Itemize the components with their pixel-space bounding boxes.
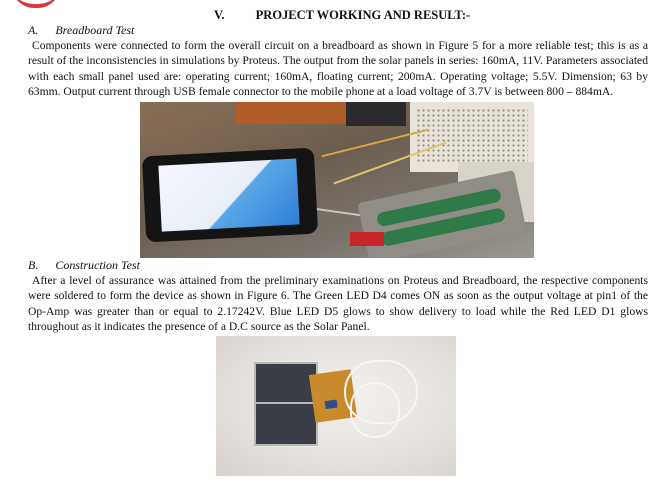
section-number: V. <box>214 8 225 22</box>
device-figure <box>216 336 456 476</box>
section-title: PROJECT WORKING AND RESULT:- <box>255 8 471 22</box>
construction-paragraph: After a level of assurance was attained from the preliminary examinations on Proteus and Breadboard, the respective components were soldered to form the device as shown in Figure 6. The Green LED D4 comes ON as soon as the output voltage at pin1 of the Op-Amp was greater than or equal to 2.17242V. Blue LED D5 glows to show delivery to load while the Red LED D1 glows throughout as it indicates the presence of a D.C source as the Solar Panel. <box>28 274 648 333</box>
subsection-letter: B. <box>28 258 39 272</box>
subsection-title: Breadboard Test <box>55 23 135 37</box>
breadboard-figure <box>140 102 534 258</box>
subsection-heading-construction <box>28 258 140 273</box>
subsection-letter: A. <box>28 23 39 37</box>
subsection-title: Construction Test <box>55 258 140 272</box>
breadboard-paragraph: Components were connected to form the overall circuit on a breadboard as shown in Figure 5 for a more reliable test; this is as a result of the inconsistencies in simulations by Proteus. The output from the solar panels in series: 160mA, 11V. Parameters associated with each small panel used are: operating current; 160mA, floating current; 200mA. Operating voltage; 5.5V. Dimension; 63 by 63mm. Output current through USB female connector to the mobile phone at a load voltage of 3.7V is between 800 – 884mA. <box>28 39 648 98</box>
subsection-heading-breadboard <box>28 23 134 38</box>
journal-logo-fragment <box>12 0 60 8</box>
section-heading <box>214 8 470 23</box>
